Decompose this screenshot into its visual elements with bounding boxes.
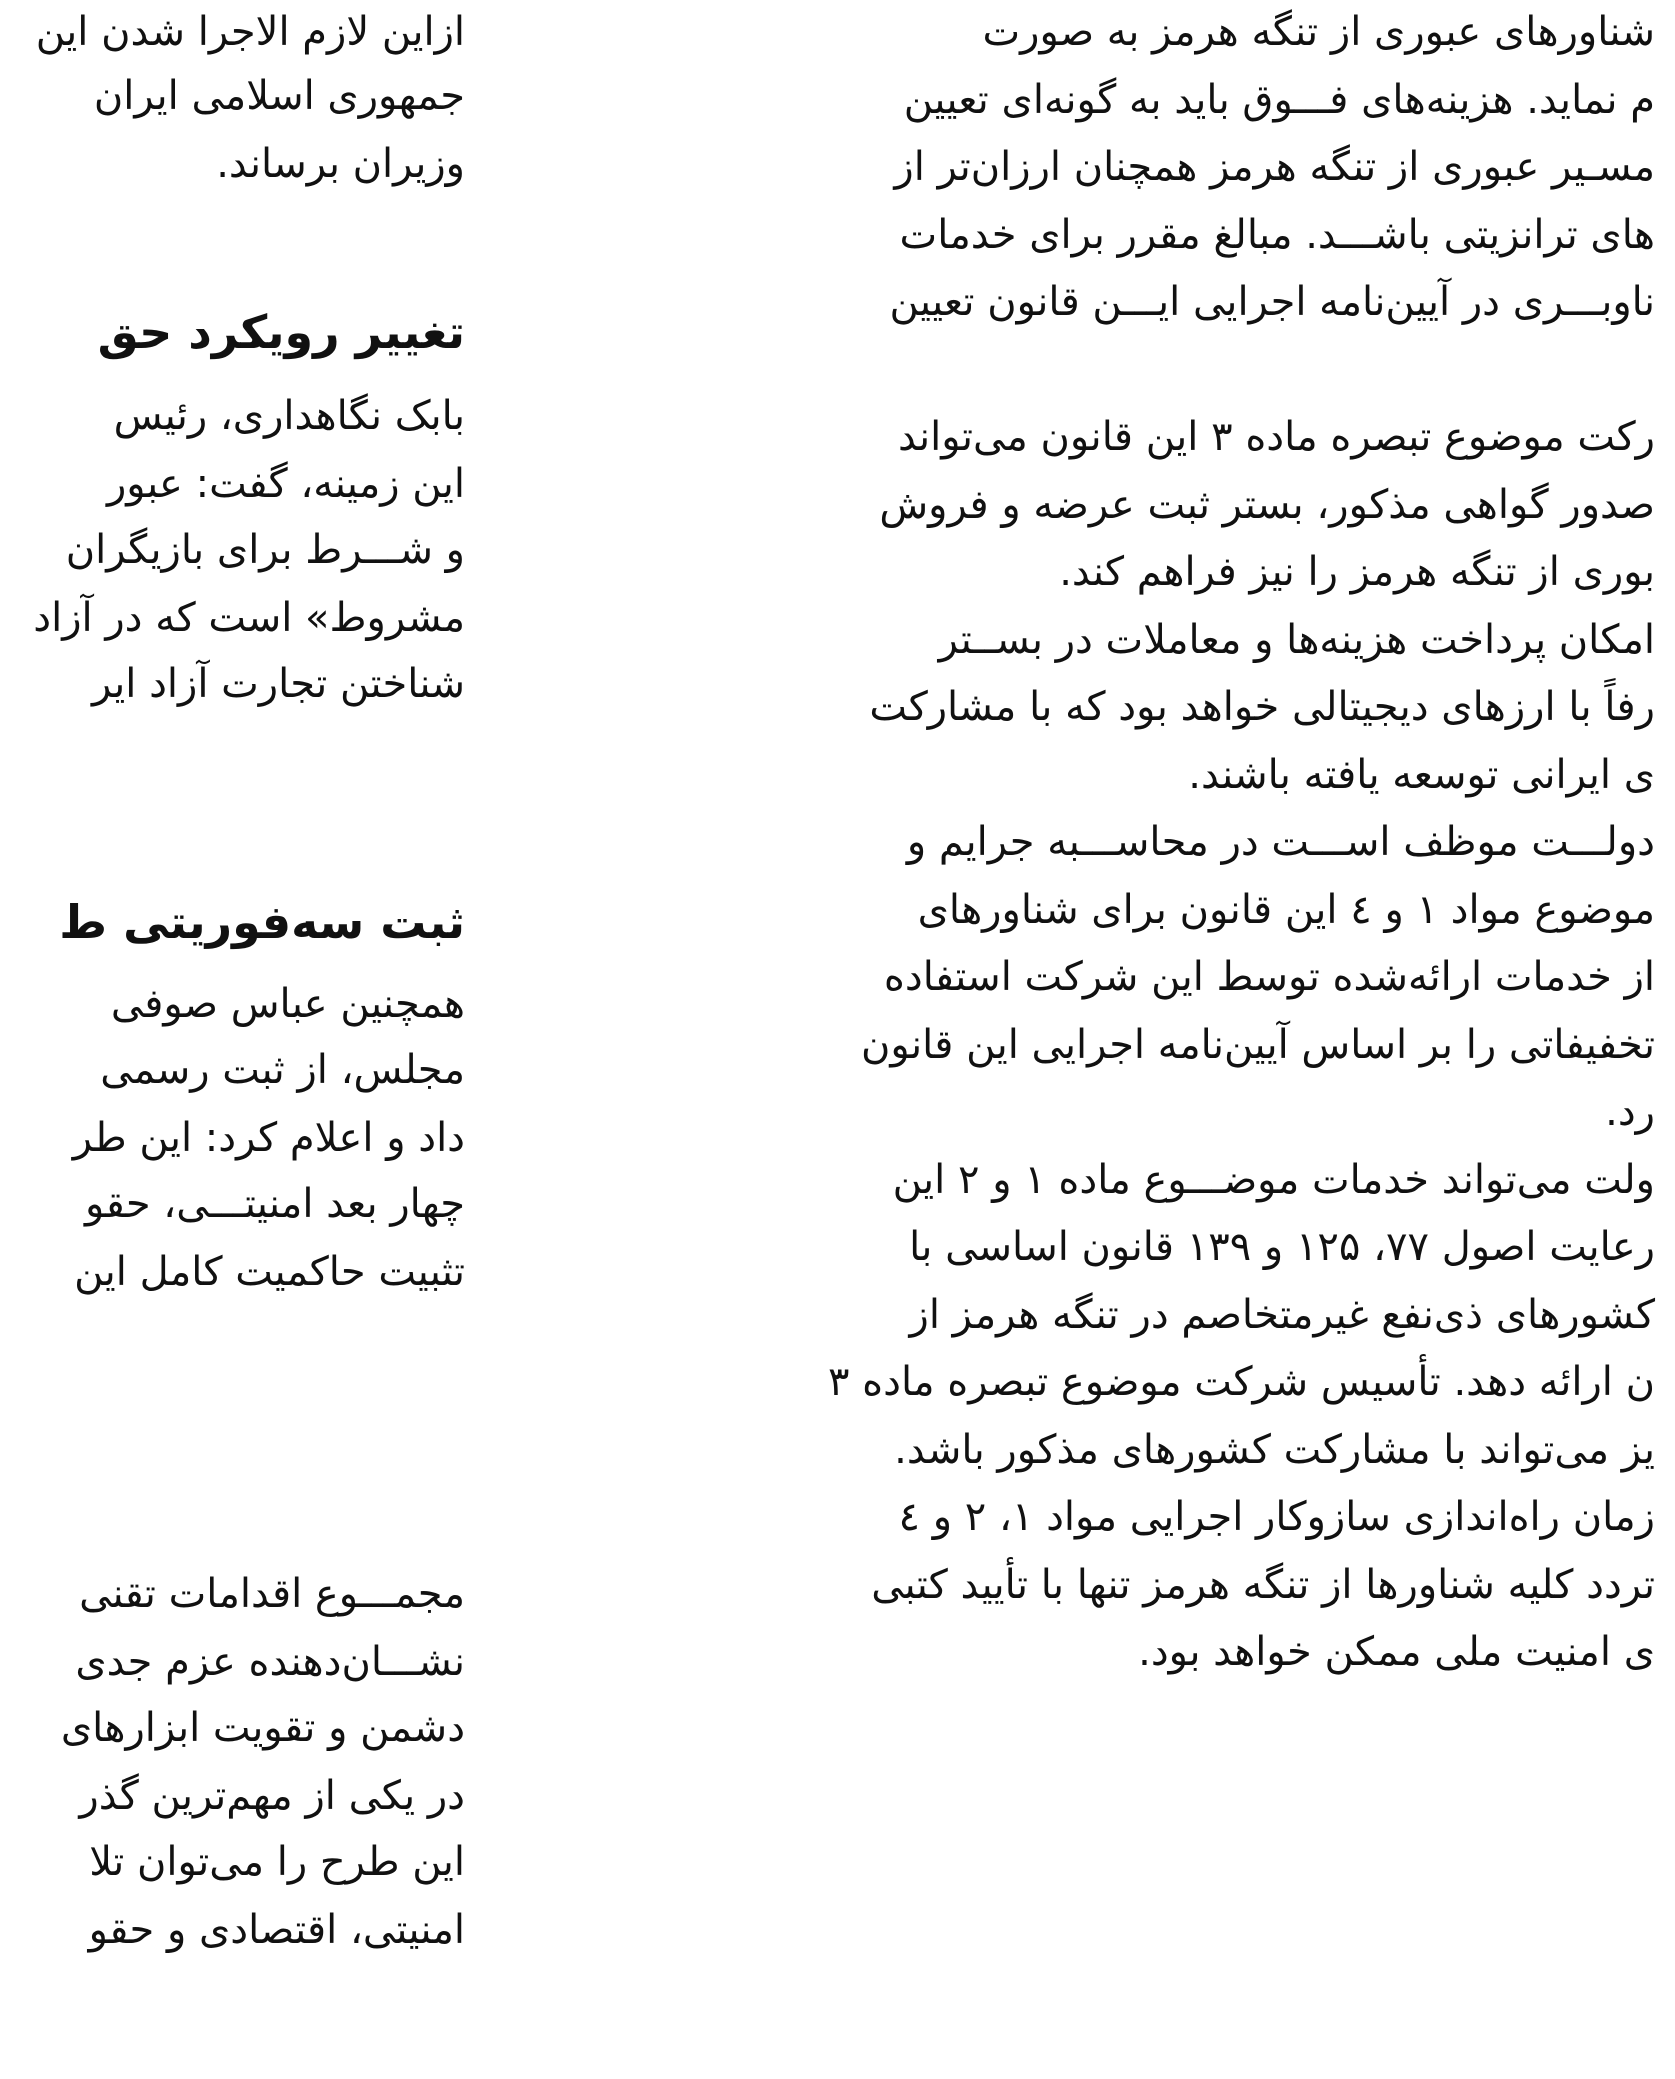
left-text-line: و شـــرط برای بازیگران	[65, 527, 465, 573]
right-text-line: زمان راه‌اندازی سازوکار اجرایی مواد ۱، ۲ و ٤	[898, 1494, 1655, 1540]
right-text-line: ن ارائه دهد. تأسیس شرکت موضوع تبصره ماده ۳	[827, 1359, 1655, 1405]
left-text-line: این طرح را می‌توان تلا	[89, 1839, 465, 1885]
right-text-line: ناوبـــری در آیین‌نامه اجرایی ایـــن قانون تعیین	[889, 279, 1655, 325]
right-text-line: دولـــت موظف اســـت در محاســـبه جرایم و	[906, 819, 1655, 865]
right-text-line: رعایت اصول ۷۷، ۱۲۵ و ۱۳۹ قانون اساسی با	[909, 1224, 1655, 1270]
right-text-line: م نماید. هزینه‌های فـــوق باید به گونه‌ای تعیین	[903, 77, 1655, 123]
section-heading-rights-approach: تغییر رویکرد حق	[97, 305, 465, 359]
left-text-line: همچنین عباس صوفی	[110, 981, 465, 1027]
right-text-line: مسـیر عبوری از تنگه هرمز همچنان ارزان‌تر از	[894, 144, 1655, 190]
right-text-line: تخفیفاتی را بر اساس آیین‌نامه اجرایی این قانون	[860, 1022, 1655, 1068]
left-text-line: بابک نگاهداری، رئیس	[113, 393, 465, 439]
right-text-line: کشورهای ذی‌نفع غیرمتخاصم در تنگه هرمز از	[909, 1292, 1655, 1338]
right-text-line: رفاً با ارزهای دیجیتالی خواهد بود که با مشارکت	[869, 684, 1655, 730]
right-text-line: بوری از تنگه هرمز را نیز فراهم کند.	[1059, 549, 1655, 595]
left-text-line: این زمینه، گفت: عبور	[106, 461, 465, 507]
right-text-line: یز می‌تواند با مشارکت کشورهای مذکور باشد.	[894, 1427, 1655, 1473]
section-heading-triple-urgency: ثبت سه‌فوریتی ط	[59, 895, 465, 949]
left-text-line: مشروط» است که در آزاد	[33, 595, 465, 641]
left-text-line: در یکی از مهم‌ترین گذر	[79, 1773, 465, 1819]
right-text-line: رد.	[1605, 1089, 1655, 1135]
left-text-line: مجمـــوع اقدامات تقنی	[79, 1571, 465, 1617]
right-text-line: موضوع مواد ۱ و ٤ این قانون برای شناورهای	[917, 887, 1655, 933]
right-text-line: ی امنیت ملی ممکن خواهد بود.	[1138, 1629, 1655, 1675]
left-text-line: تثبیت حاکمیت کامل این	[74, 1249, 465, 1295]
left-text-line: چهار بعد امنیتـــی، حقو	[84, 1181, 465, 1227]
left-column	[0, 0, 465, 2079]
right-column	[555, 0, 1655, 2079]
left-text-line: داد و اعلام کرد: این طر	[72, 1115, 465, 1161]
left-text-line: نشـــان‌دهنده عزم جدی	[75, 1639, 465, 1685]
left-text-line: دشمن و تقویت ابزارهای	[60, 1705, 465, 1751]
right-text-line: تردد کلیه شناورها از تنگه هرمز تنها با تأیید کتبی	[871, 1562, 1655, 1608]
right-text-line: رکت موضوع تبصره ماده ۳ این قانون می‌تواند	[898, 414, 1655, 460]
right-text-line: ولت می‌تواند خدمات موضـــوع ماده ۱ و ۲ این	[892, 1157, 1655, 1203]
left-text-line: ازاین لازم الاجرا شدن این	[35, 9, 465, 55]
left-text-line: امنیتی، اقتصادی و حقو	[88, 1907, 465, 1953]
left-text-line: مجلس، از ثبت رسمی	[100, 1047, 465, 1093]
right-text-line	[555, 342, 1655, 398]
right-text-line: های ترانزیتی باشـــد. مبالغ مقرر برای خدمات	[899, 212, 1655, 258]
right-text-line: ی ایرانی توسعه یافته باشند.	[1188, 752, 1655, 798]
left-text-line: شناختن تجارت آزاد ایر	[92, 661, 465, 707]
left-text-line: جمهوری اسلامی ایران	[93, 73, 465, 119]
right-text-line: امکان پرداخت هزینه‌ها و معاملات در بســتر	[938, 617, 1655, 663]
left-text-line: وزیران برساند.	[216, 141, 465, 187]
right-text-line: صدور گواهی مذکور، بستر ثبت عرضه و فروش	[879, 482, 1655, 528]
right-text-line: از خدمات ارائه‌شده توسط این شرکت استفاده	[883, 954, 1655, 1000]
right-text-line: شناورهای عبوری از تنگه هرمز به صورت	[982, 9, 1655, 55]
